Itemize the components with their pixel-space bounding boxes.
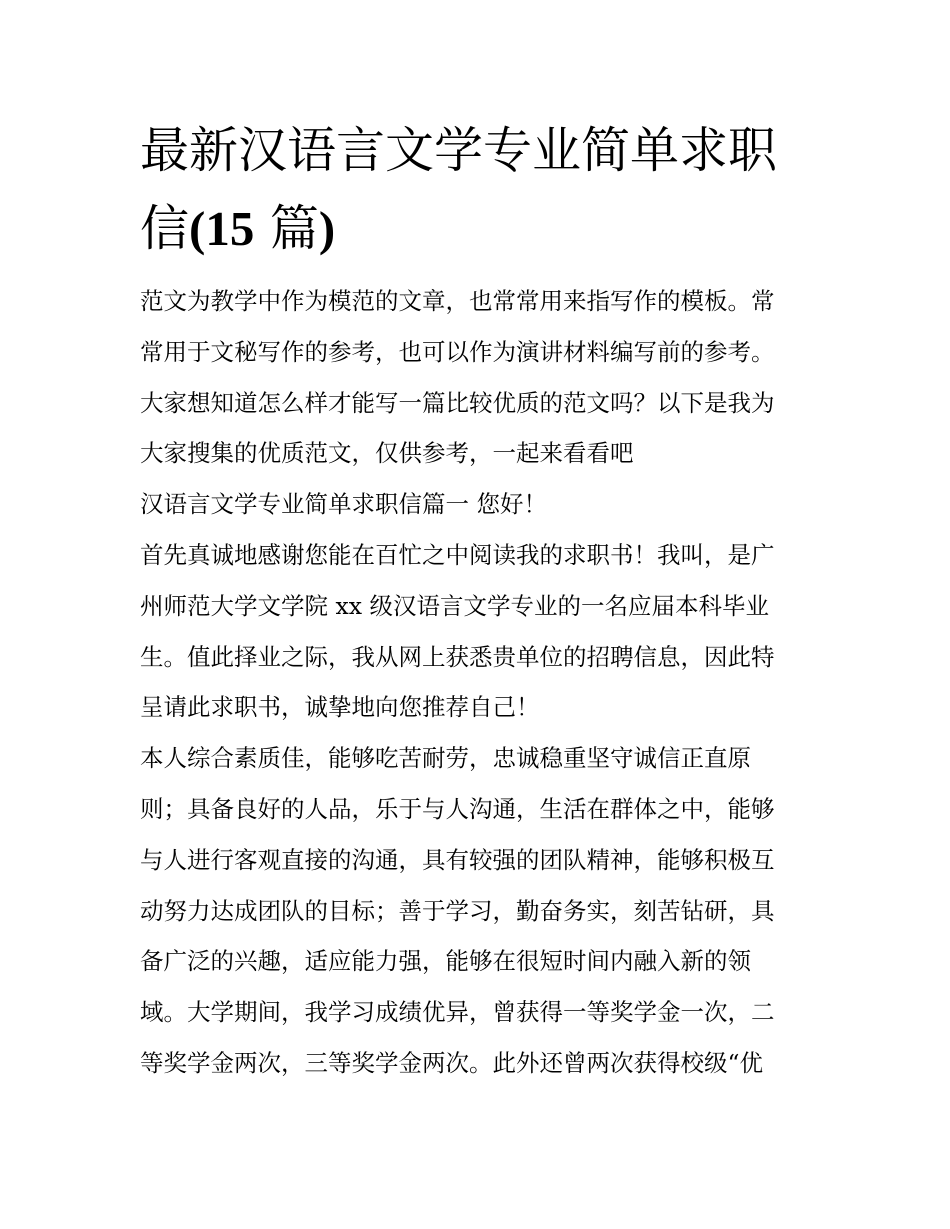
- body-line: 动努力达成团队的目标；善于学习，勤奋务实，刻苦钻研，具: [140, 896, 775, 925]
- body-line: 生。值此择业之际，我从网上获悉贵单位的招聘信息，因此特: [140, 642, 775, 671]
- body-line: 与人进行客观直接的沟通，具有较强的团队精神，能够积极互: [140, 845, 775, 874]
- body-line: 备广泛的兴趣，适应能力强，能够在很短时间内融入新的领: [140, 947, 751, 976]
- body-line: 大家搜集的优质范文，仅供参考，一起来看看吧: [140, 439, 634, 468]
- title-line-2-unit: 篇: [254, 200, 319, 257]
- title-line-2-number: (15: [189, 201, 255, 256]
- title-line-2-prefix: 信: [140, 200, 190, 257]
- document-body: [140, 276, 820, 1089]
- body-line: 本人综合素质佳，能够吃苦耐劳，忠诚稳重坚守诚信正直原: [140, 744, 751, 773]
- body-line: 首先真诚地感谢您能在百忙之中阅读我的求职书！我叫，是广: [140, 540, 775, 569]
- body-line: 州师范大学文学院 xx 级汉语言文学专业的一名应届本科毕业: [140, 591, 769, 620]
- section-heading-line: 汉语言文学专业简单求职信篇一 您好！: [140, 490, 547, 519]
- body-line: 域。大学期间，我学习成绩优异，曾获得一等奖学金一次，二: [140, 998, 775, 1027]
- body-line: 范文为教学中作为模范的文章，也常常用来指写作的模板。常: [140, 287, 775, 315]
- document-title: [140, 112, 820, 268]
- body-line: 常用于文秘写作的参考，也可以作为演讲材料编写前的参考。: [140, 337, 775, 366]
- body-line: 则；具备良好的人品，乐于与人沟通，生活在群体之中，能够: [140, 794, 775, 823]
- title-line-1: 最新汉语言文学专业简单求职: [140, 122, 778, 179]
- title-line-2-close: ): [318, 201, 336, 256]
- body-line: 等奖学金两次，三等奖学金两次。此外还曾两次获得校级“优: [140, 1048, 764, 1077]
- body-line: 呈请此求职书，诚挚地向您推荐自己！: [140, 693, 540, 722]
- body-line: 大家想知道怎么样才能写一篇比较优质的范文吗？以下是我为: [140, 388, 775, 417]
